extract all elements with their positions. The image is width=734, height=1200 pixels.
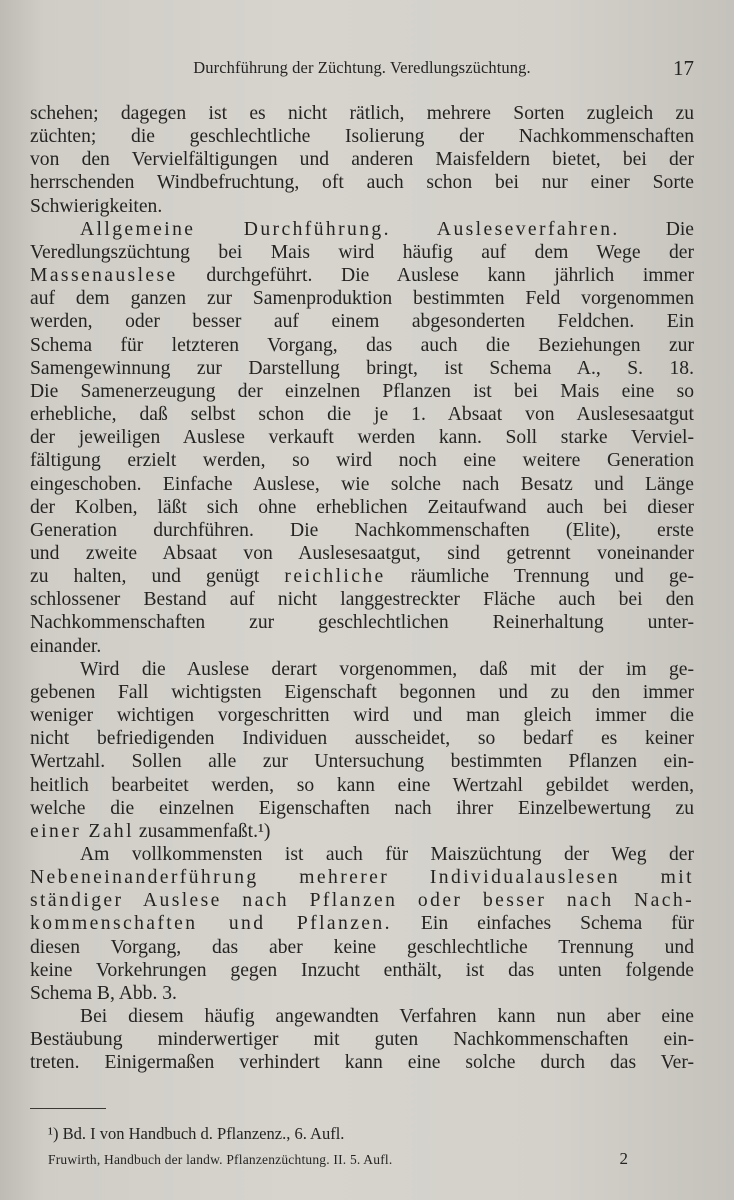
text-fragment: zu halten, und genügt [30, 566, 260, 588]
emphasis-term: einer Zahl [30, 820, 134, 842]
footnote-marker: ¹) [48, 1124, 59, 1143]
text-line: Samengewinnung zur Darstellung bringt, ist Schema A., S. 18. [30, 357, 694, 379]
text-line [30, 264, 694, 287]
emphasis-term: kommenschaften und Pflanzen. [30, 913, 392, 935]
text-line [30, 889, 694, 912]
section-heading: Allgemeine Durchführung. [80, 218, 391, 240]
running-title: Durchführung der Züchtung. Veredlungszüchtung. [193, 58, 531, 77]
text-fragment: Die [665, 218, 694, 240]
running-head [30, 58, 694, 88]
text-line: Bestäubung minderwertiger mit guten Nachkommenschaften ein- [30, 1029, 694, 1051]
text-fragment: durchgeführt. Die Auslese kann jährlich immer [206, 265, 694, 287]
signature-mark: 2 [619, 1149, 628, 1168]
emphasis-term: reichliche [284, 566, 386, 588]
body-text [30, 102, 694, 1075]
text-line: Bei diesem häufig angewandten Verfahren kann nun aber eine [80, 1006, 694, 1028]
text-line: treten. Einigermaßen verhindert kann eine solche durch das Ver- [30, 1052, 694, 1074]
text-line: Nachkommenschaften zur geschlechtlichen Reinerhaltung unter- [30, 612, 694, 634]
text-fragment: zusammenfaßt.¹) [138, 820, 271, 842]
text-line [30, 218, 694, 241]
text-line: Schwierigkeiten. [30, 195, 163, 217]
text-line: werden, oder besser auf einem abgesonderten Feldchen. Ein [30, 311, 694, 333]
text-line: Veredlungszüchtung bei Mais wird häufig auf dem Wege der [30, 241, 694, 263]
footnote-rule [30, 1108, 106, 1109]
footnote-text: Bd. I von Handbuch d. Pflanzenz., 6. Aufl. [62, 1124, 345, 1143]
text-line: weniger wichtigen vorgeschritten wird und man gleich immer die [30, 705, 694, 727]
text-line: Schema für letzteren Vorgang, das auch die Beziehungen zur [30, 334, 694, 356]
text-line: Wertzahl. Sollen alle zur Untersuchung bestimmten Pflanzen ein- [30, 751, 694, 773]
text-line [30, 565, 694, 588]
text-line: Schema B, Abb. 3. [30, 982, 177, 1004]
text-line [30, 866, 694, 889]
text-line: diesen Vorgang, das aber keine geschlechtliche Trennung und [30, 936, 694, 958]
text-line: schehen; dagegen ist es nicht rätlich, mehrere Sorten zugleich zu [30, 103, 694, 124]
text-line: heitlich bearbeitet werden, so kann eine Wertzahl gebildet werden, [30, 774, 694, 796]
text-line: fältigung erzielt werden, so wird noch eine weitere Generation [30, 450, 694, 472]
text-fragment: räumliche Trennung und ge- [410, 566, 694, 588]
text-line: nicht befriedigenden Individuen ausscheidet, so bedarf es keiner [30, 728, 694, 750]
text-line: einander. [30, 635, 102, 657]
text-line: schlossener Bestand auf nicht langgestreckter Fläche auch bei den [30, 589, 694, 611]
text-line: Die Samenerzeugung der einzelnen Pflanzen ist bei Mais eine so [30, 380, 694, 402]
text-line: der Kolben, läßt sich ohne erheblichen Zeitaufwand auch bei dieser [30, 496, 694, 518]
text-line [30, 912, 694, 935]
text-line: der jeweiligen Auslese verkauft werden kann. Soll starke Verviel- [30, 427, 694, 449]
text-line: gebenen Fall wichtigsten Eigenschaft begonnen und zu den immer [30, 681, 694, 703]
text-line: von den Vervielfältigungen und anderen Maisfeldern bietet, bei der [30, 149, 694, 171]
text-line: Am vollkommensten ist auch für Maiszüchtung der Weg der [80, 844, 694, 865]
text-fragment: Ein einfaches Schema für [420, 913, 694, 935]
section-heading: Ausleseverfahren. [436, 218, 620, 240]
text-line: auf dem ganzen zur Samenproduktion bestimmten Feld vorgenommen [30, 288, 694, 310]
emphasis-term: Nebeneinanderführung mehrerer Individualauslesen mit [30, 867, 694, 889]
footnote [48, 1124, 344, 1144]
text-line: eingeschoben. Einfache Auslese, wie solche nach Besatz und Länge [30, 473, 694, 495]
text-line: erhebliche, daß selbst schon die je 1. Absaat von Auslesesaatgut [30, 404, 694, 426]
text-line: welche die einzelnen Eigenschaften nach ihrer Einzelbewertung zu [30, 797, 694, 819]
text-line [30, 820, 694, 843]
text-line: Generation durchführen. Die Nachkommenschaften (Elite), erste [30, 519, 694, 541]
signature-line-text: Fruwirth, Handbuch der landw. Pflanzenzüchtung. II. 5. Aufl. [48, 1152, 393, 1167]
text-line: herrschenden Windbefruchtung, oft auch schon bei nur einer Sorte [30, 172, 694, 194]
text-line: keine Vorkehrungen gegen Inzucht enthält, ist das unten folgende [30, 959, 694, 981]
emphasis-term: ständiger Auslese nach Pflanzen oder besser nach Nach- [30, 890, 694, 912]
page-number: 17 [673, 56, 694, 80]
text-line: züchten; die geschlechtliche Isolierung der Nachkommenschaften [30, 126, 694, 148]
emphasis-term: Massenauslese [30, 265, 178, 287]
text-line: und zweite Absaat von Auslesesaatgut, sind getrennt voneinander [30, 542, 694, 564]
text-line: Wird die Auslese derart vorgenommen, daß mit der im ge- [80, 658, 694, 680]
